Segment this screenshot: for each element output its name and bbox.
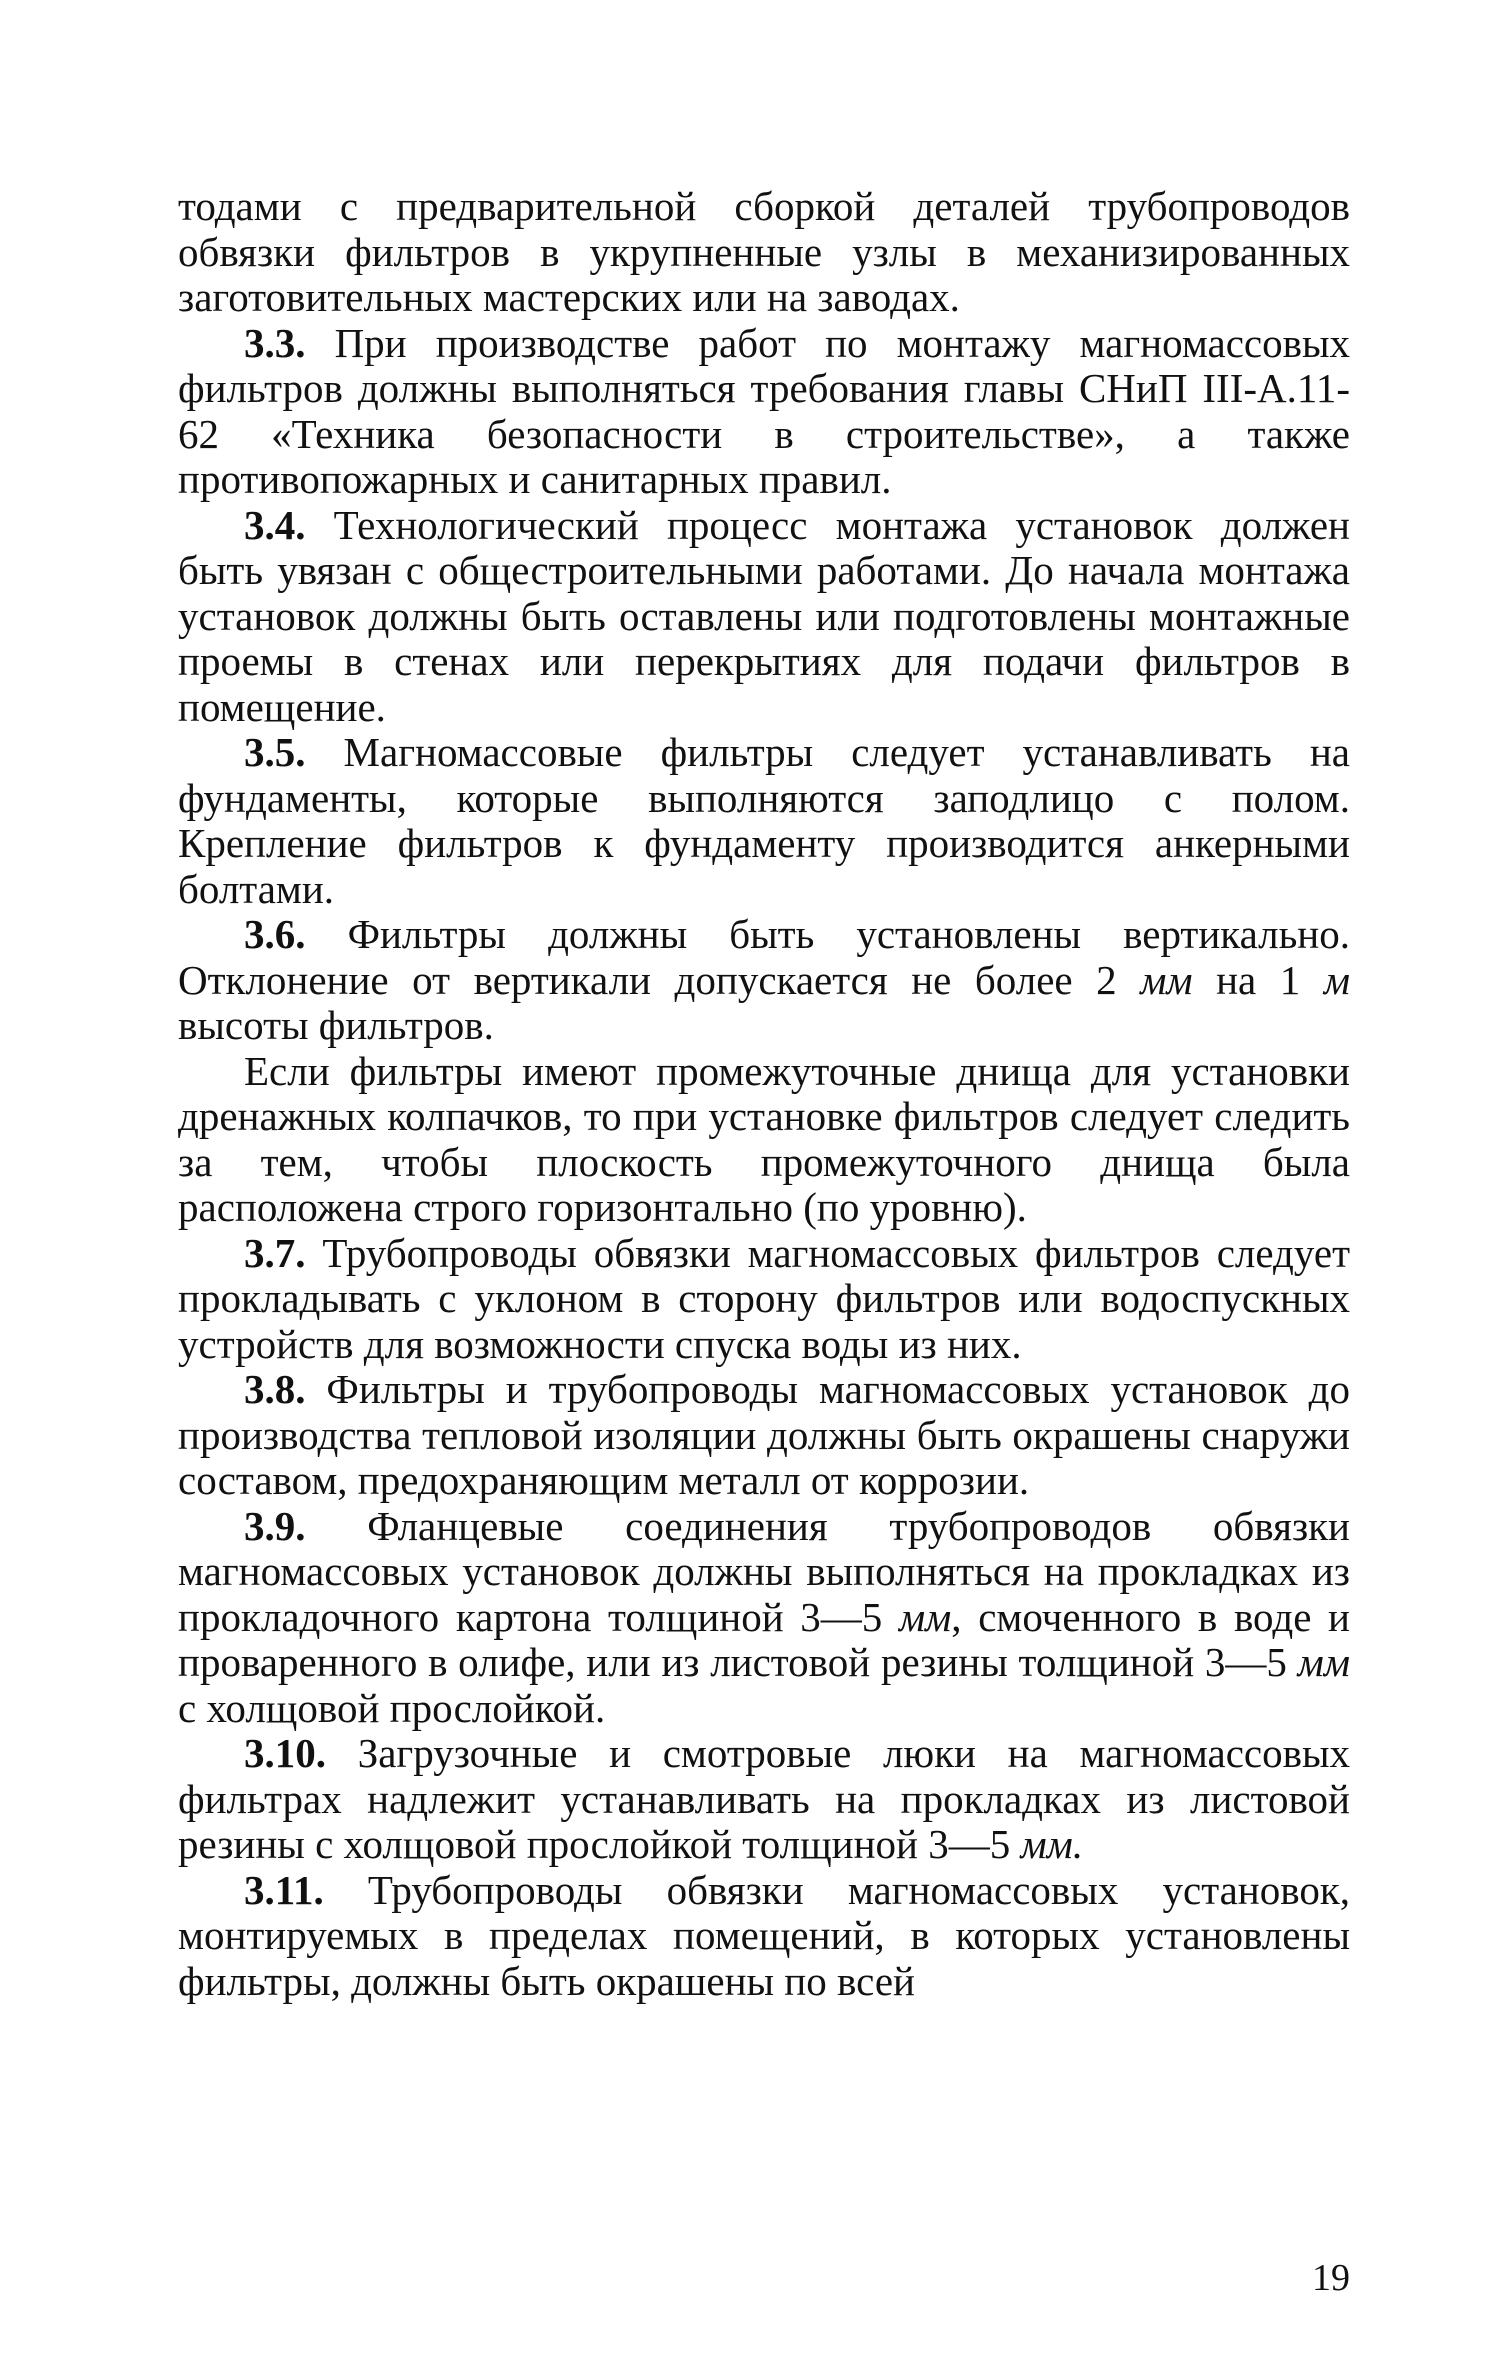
paragraph-text: Магномассовые фильтры следует устанавливать на фундаменты, которые выполняются заподлицо с полом. Крепление фильтров к фундаменту производится анкерными болтами.	[178, 729, 1350, 912]
paragraph-text: При производстве работ по монтажу магномассовых фильтров должны выполняться требования главы СНиП III-А.11-62 «Техника безопасности в строительстве», а также противопожарных и санитарных правил.	[178, 319, 1350, 502]
unit-text: м	[1323, 956, 1350, 1003]
paragraph-text: с холщовой прослойкой.	[178, 1684, 606, 1731]
clause-number: 3.5.	[244, 729, 306, 775]
unit-text: мм	[1297, 1639, 1350, 1685]
paragraph-text: Фильтры и трубопроводы магномассовых установок до производства тепловой изоляции должны быть окрашены снаружи составом, предохраняющим металл от коррозии.	[178, 1366, 1350, 1503]
body-text	[178, 184, 1350, 2004]
paragraph-p-3-8	[178, 1367, 1350, 1504]
paragraph-p-3-6	[178, 912, 1350, 1049]
paragraph-text: на 1	[1192, 956, 1324, 1003]
paragraph-p-3-11	[178, 1868, 1350, 2005]
paragraph-p-3-10	[178, 1731, 1350, 1868]
paragraph-text: Если фильтры имеют промежуточные днища для установки дренажных колпачков, то при установке фильтров следует следить за тем, чтобы плоскость промежуточного днища была расположена строго горизонтально (по уровню).	[178, 1047, 1350, 1230]
unit-text: мм	[1140, 956, 1193, 1003]
paragraph-text: Загрузочные и смотровые люки на магномассовых фильтрах надлежит устанавливать на прокладках из листовой резины с холщовой прослойкой толщиной 3—5	[178, 1730, 1350, 1867]
paragraph-p-3-7	[178, 1231, 1350, 1368]
clause-number: 3.10.	[244, 1730, 326, 1776]
paragraph-text: Трубопроводы обвязки магномассовых фильтров следует прокладывать с уклоном в сторону фильтров или водоспускных устройств для возможности спуска воды из них.	[178, 1229, 1350, 1367]
clause-number: 3.9.	[244, 1502, 306, 1549]
page-number: 19	[1312, 2257, 1350, 2299]
paragraph-text: тодами с предварительной сборкой деталей трубопроводов обвязки фильтров в укрупненные узлы в механизированных заготовительных мастерских или на заводах.	[178, 183, 1350, 320]
paragraph-p-cont	[178, 184, 1350, 321]
clause-number: 3.3.	[244, 319, 306, 366]
paragraph-text: Фланцевые соединения трубопроводов обвязки магномассовых установок должны выполняться на прокладках из прокладочного картона толщиной 3—5	[178, 1502, 1350, 1640]
clause-number: 3.8.	[244, 1366, 306, 1412]
paragraph-text: , смоченного в воде и проваренного в олифе, или из листовой резины толщиной 3—5	[178, 1593, 1350, 1685]
paragraph-p-3-3	[178, 321, 1350, 503]
paragraph-text: Фильтры должны быть установлены вертикально. Отклонение от вертикали допускается не более 2	[178, 911, 1350, 1003]
paragraph-p-3-9	[178, 1504, 1350, 1732]
clause-number: 3.11.	[244, 1866, 324, 1913]
paragraph-p-3-6b	[178, 1049, 1350, 1231]
clause-number: 3.7.	[244, 1229, 306, 1276]
paragraph-text: Технологический процесс монтажа установок должен быть увязан с общестроительными работами. До начала монтажа установок должны быть оставлены или подготовлены монтажные проемы в стенах или перекрытиях для подачи фильтров в помещение.	[178, 501, 1350, 730]
paragraph-text: высоты фильтров.	[178, 1002, 494, 1048]
clause-number: 3.4.	[244, 501, 306, 548]
paragraph-p-3-5	[178, 730, 1350, 912]
paragraph-text: Трубопроводы обвязки магномассовых установок, монтируемых в пределах помещений, в которых установлены фильтры, должны быть окрашены по всей	[178, 1866, 1350, 2004]
unit-text: мм.	[1020, 1821, 1084, 1867]
clause-number: 3.6.	[244, 911, 306, 957]
paragraph-p-3-4	[178, 503, 1350, 731]
unit-text: мм	[898, 1593, 952, 1640]
